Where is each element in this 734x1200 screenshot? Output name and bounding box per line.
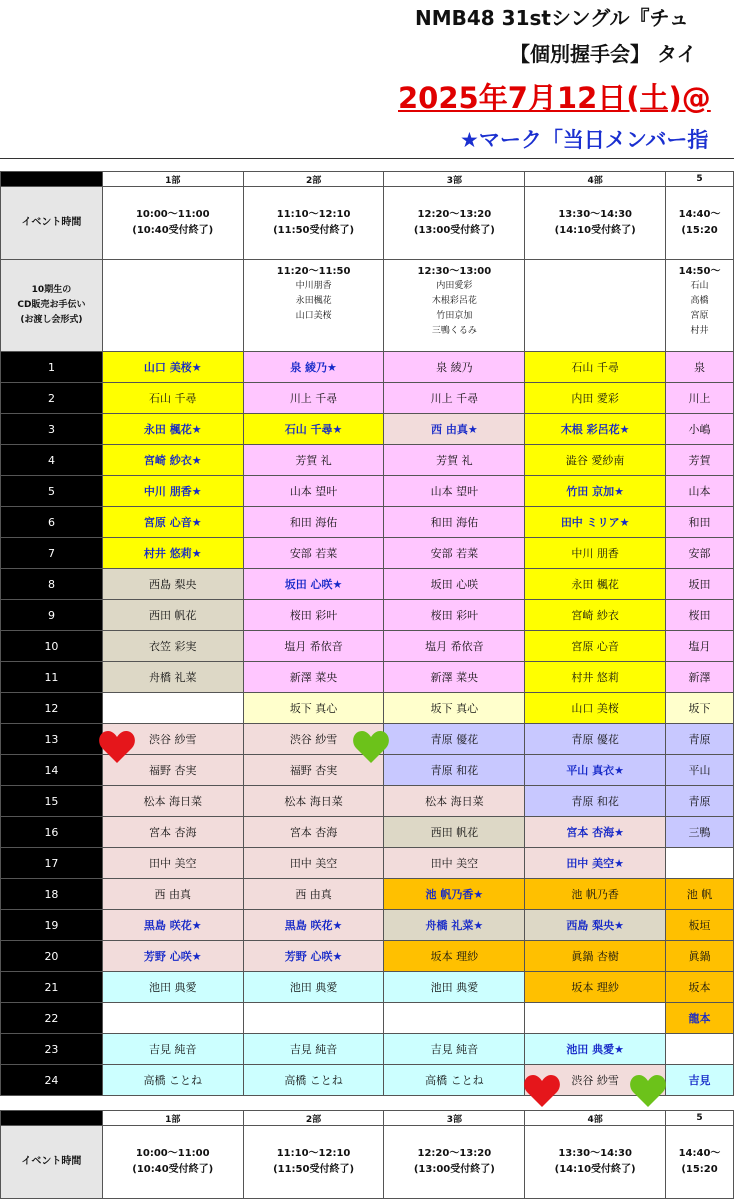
cd-help-member: 宮原 xyxy=(690,311,709,321)
lane-number: 12 xyxy=(1,693,103,724)
member-cell: 永田 楓花★ xyxy=(102,414,243,445)
member-cell: 宮本 杏海 xyxy=(243,817,384,848)
cd-help-member: 永田楓花 xyxy=(295,296,332,306)
event-deadline: (10:40受付終了) xyxy=(132,1164,214,1175)
page-title: NMB48 31stシングル『チュ xyxy=(415,6,689,30)
lane-row xyxy=(1,941,734,972)
member-cell: 川上 千尋 xyxy=(243,383,384,414)
member-cell: 松本 海日菜 xyxy=(384,786,525,817)
member-cell: 龍本 xyxy=(666,1003,734,1034)
cd-help-cell xyxy=(243,260,384,352)
cd-help-label-line: (お渡し会形式) xyxy=(20,315,83,325)
member-cell: 平山 xyxy=(666,755,734,786)
member-cell: 石山 千尋 xyxy=(102,383,243,414)
member-cell: 田中 美空 xyxy=(102,848,243,879)
event-time: 13:30～14:30 xyxy=(558,1148,632,1159)
member-cell: 田中 美空★ xyxy=(525,848,666,879)
cd-help-label-line: CD販売お手伝い xyxy=(17,300,86,310)
member-cell: 芳賀 礼 xyxy=(243,445,384,476)
lane-number: 14 xyxy=(1,755,103,786)
cd-help-time: 12:30～13:00 xyxy=(417,266,492,277)
event-time: 13:30～14:30 xyxy=(558,209,632,220)
member-cell: 永田 楓花 xyxy=(525,569,666,600)
event-deadline: (13:00受付終了) xyxy=(413,1164,495,1175)
lane-number: 20 xyxy=(1,941,103,972)
cd-help-cell xyxy=(102,260,243,352)
cd-help-label xyxy=(1,260,103,352)
member-cell xyxy=(102,693,243,724)
red-heart-icon xyxy=(522,1071,562,1111)
member-cell: 宮崎 紗衣★ xyxy=(102,445,243,476)
member-cell: 田中 美空 xyxy=(384,848,525,879)
member-cell: 安部 若菜 xyxy=(243,538,384,569)
lane-number: 13 xyxy=(1,724,103,755)
member-cell: 舟橋 礼菜 xyxy=(102,662,243,693)
member-cell: 泉 綾乃★ xyxy=(243,352,384,383)
member-cell: 坂田 心咲★ xyxy=(243,569,384,600)
member-cell: 板垣 xyxy=(666,910,734,941)
member-cell: 塩月 希依音 xyxy=(384,631,525,662)
member-cell: 田中 美空 xyxy=(243,848,384,879)
lane-row xyxy=(1,662,734,693)
member-cell: 松本 海日菜 xyxy=(102,786,243,817)
lane-number: 4 xyxy=(1,445,103,476)
lane-number: 7 xyxy=(1,538,103,569)
member-cell: 西田 帆花 xyxy=(384,817,525,848)
green-heart-icon xyxy=(351,727,391,767)
cd-help-member: 中川朋香 xyxy=(295,281,332,291)
lane-number: 22 xyxy=(1,1003,103,1034)
part-header: 5 xyxy=(666,172,734,187)
event-deadline: (10:40受付終了) xyxy=(132,225,214,236)
lane-number: 11 xyxy=(1,662,103,693)
part-header: 3部 xyxy=(384,1111,525,1126)
member-cell xyxy=(525,1003,666,1034)
member-cell: 新澤 xyxy=(666,662,734,693)
member-cell: 坂田 xyxy=(666,569,734,600)
member-cell: 青原 xyxy=(666,724,734,755)
member-cell: 小嶋 xyxy=(666,414,734,445)
schedule-footer-table xyxy=(0,1110,734,1199)
member-cell: 宮崎 紗衣 xyxy=(525,600,666,631)
lane-row xyxy=(1,1034,734,1065)
lane-number: 10 xyxy=(1,631,103,662)
member-cell: 安部 xyxy=(666,538,734,569)
member-cell: 石山 千尋 xyxy=(525,352,666,383)
lane-number: 2 xyxy=(1,383,103,414)
lane-row xyxy=(1,786,734,817)
member-cell: 池 帆乃香★ xyxy=(384,879,525,910)
member-cell: 眞鍋 杏樹 xyxy=(525,941,666,972)
lane-number: 5 xyxy=(1,476,103,507)
lane-row xyxy=(1,817,734,848)
member-cell: 宮本 杏海★ xyxy=(525,817,666,848)
member-cell: 渋谷 紗雪 xyxy=(525,1065,666,1096)
member-cell xyxy=(666,848,734,879)
member-cell: 黒島 咲花★ xyxy=(102,910,243,941)
member-cell: 泉 綾乃 xyxy=(384,352,525,383)
member-cell: 渋谷 紗雪 xyxy=(243,724,384,755)
member-cell: 平山 真衣★ xyxy=(525,755,666,786)
member-cell: 坂本 xyxy=(666,972,734,1003)
member-cell: 芳賀 礼 xyxy=(384,445,525,476)
part-header: 4部 xyxy=(525,172,666,187)
event-deadline: (15:20 xyxy=(681,1164,718,1175)
event-deadline: (15:20 xyxy=(681,225,718,236)
event-date: 2025年7月12日(土)@ xyxy=(398,81,711,115)
part-header: 1部 xyxy=(102,172,243,187)
member-cell: 山本 望叶 xyxy=(384,476,525,507)
lane-row xyxy=(1,352,734,383)
lane-number: 21 xyxy=(1,972,103,1003)
event-time: 11:10～12:10 xyxy=(276,1148,351,1159)
event-deadline: (14:10受付終了) xyxy=(554,1164,636,1175)
member-cell: 桜田 xyxy=(666,600,734,631)
event-deadline: (13:00受付終了) xyxy=(413,225,495,236)
member-cell: 吉見 純音 xyxy=(102,1034,243,1065)
member-cell: 池田 典愛★ xyxy=(525,1034,666,1065)
member-cell: 新澤 菜央 xyxy=(384,662,525,693)
event-time-cell xyxy=(102,187,243,260)
lane-number: 6 xyxy=(1,507,103,538)
member-cell: 坂本 理紗 xyxy=(525,972,666,1003)
lane-row xyxy=(1,1003,734,1034)
event-time: 14:40～ xyxy=(678,209,721,220)
cd-help-member: 村井 xyxy=(690,326,709,336)
member-cell: 松本 海日菜 xyxy=(243,786,384,817)
member-cell: 山本 xyxy=(666,476,734,507)
member-cell: 池 帆 xyxy=(666,879,734,910)
member-cell: 宮本 杏海 xyxy=(102,817,243,848)
lane-number: 3 xyxy=(1,414,103,445)
member-cell: 眞鍋 xyxy=(666,941,734,972)
member-cell: 村井 悠莉★ xyxy=(102,538,243,569)
event-time-label: イベント時間 xyxy=(1,187,103,260)
lane-row xyxy=(1,848,734,879)
lane-row xyxy=(1,383,734,414)
member-cell: 三鴨 xyxy=(666,817,734,848)
member-cell: 竹田 京加★ xyxy=(525,476,666,507)
part-header-row xyxy=(1,172,734,187)
event-time-row xyxy=(1,187,734,260)
lane-number: 17 xyxy=(1,848,103,879)
member-cell: 福野 杏実 xyxy=(243,755,384,786)
cd-help-member: 木根彩呂花 xyxy=(431,296,477,306)
member-cell: 西島 梨央 xyxy=(102,569,243,600)
member-cell: 芳野 心咲★ xyxy=(243,941,384,972)
member-cell: 青原 和花 xyxy=(384,755,525,786)
part-header-row xyxy=(1,1111,734,1126)
lane-number: 19 xyxy=(1,910,103,941)
member-cell: 西田 帆花 xyxy=(102,600,243,631)
member-cell: 安部 若菜 xyxy=(384,538,525,569)
cd-help-cell xyxy=(666,260,734,352)
lane-row xyxy=(1,879,734,910)
member-cell: 坂下 真心 xyxy=(243,693,384,724)
cd-help-cell xyxy=(384,260,525,352)
event-deadline: (14:10受付終了) xyxy=(554,225,636,236)
member-cell: 坂本 理紗 xyxy=(384,941,525,972)
event-time-cell xyxy=(243,1126,384,1199)
member-cell: 桜田 彩叶 xyxy=(384,600,525,631)
member-cell: 西 由真 xyxy=(243,879,384,910)
member-cell: 衣笠 彩実 xyxy=(102,631,243,662)
part-header: 4部 xyxy=(525,1111,666,1126)
member-cell: 西 由真★ xyxy=(384,414,525,445)
lane-number: 1 xyxy=(1,352,103,383)
member-cell: 池田 典愛 xyxy=(102,972,243,1003)
member-cell: 吉見 純音 xyxy=(384,1034,525,1065)
lane-number: 16 xyxy=(1,817,103,848)
cd-help-member: 内田愛彩 xyxy=(436,281,473,291)
event-time-cell xyxy=(102,1126,243,1199)
member-cell: 川上 xyxy=(666,383,734,414)
event-time: 10:00～11:00 xyxy=(135,209,210,220)
lane-row xyxy=(1,600,734,631)
member-cell: 泉 xyxy=(666,352,734,383)
member-cell: 山口 美桜 xyxy=(525,693,666,724)
cd-help-label-line: 10期生の xyxy=(31,285,72,295)
member-cell: 宮原 心音 xyxy=(525,631,666,662)
member-cell: 内田 愛彩 xyxy=(525,383,666,414)
member-cell xyxy=(666,1034,734,1065)
corner-cell xyxy=(1,172,103,187)
event-time-cell xyxy=(525,1126,666,1199)
lane-row xyxy=(1,1065,734,1096)
member-cell: 和田 海佑 xyxy=(243,507,384,538)
event-time-cell xyxy=(243,187,384,260)
cd-help-row xyxy=(1,260,734,352)
member-cell: 塩月 希依音 xyxy=(243,631,384,662)
member-cell: 宮原 心音★ xyxy=(102,507,243,538)
member-cell: 芳賀 xyxy=(666,445,734,476)
member-cell: 青原 和花 xyxy=(525,786,666,817)
cd-help-member: 高橋 xyxy=(690,296,709,306)
green-heart-icon xyxy=(628,1071,668,1111)
lane-row xyxy=(1,507,734,538)
part-header: 5 xyxy=(666,1111,734,1126)
member-cell: 川上 千尋 xyxy=(384,383,525,414)
member-cell: 木根 彩呂花★ xyxy=(525,414,666,445)
member-cell: 高橋 ことね xyxy=(384,1065,525,1096)
member-cell: 池 帆乃香 xyxy=(525,879,666,910)
member-cell: 福野 杏実 xyxy=(102,755,243,786)
member-cell: 西島 梨央★ xyxy=(525,910,666,941)
lane-number: 18 xyxy=(1,879,103,910)
cd-help-member: 竹田京加 xyxy=(436,311,473,321)
part-header: 2部 xyxy=(243,1111,384,1126)
part-header: 3部 xyxy=(384,172,525,187)
member-cell: 青原 優花 xyxy=(384,724,525,755)
event-time-row xyxy=(1,1126,734,1199)
lane-row xyxy=(1,631,734,662)
event-time-label: イベント時間 xyxy=(1,1126,103,1199)
lane-row xyxy=(1,972,734,1003)
member-cell: 坂下 真心 xyxy=(384,693,525,724)
member-cell: 塩月 xyxy=(666,631,734,662)
lane-number: 24 xyxy=(1,1065,103,1096)
event-time: 12:20～13:20 xyxy=(417,1148,492,1159)
lane-number: 15 xyxy=(1,786,103,817)
member-cell: 新澤 菜央 xyxy=(243,662,384,693)
cd-help-time: 11:20～11:50 xyxy=(276,266,351,277)
member-cell: 吉見 純音 xyxy=(243,1034,384,1065)
member-cell xyxy=(102,1003,243,1034)
member-cell: 高橋 ことね xyxy=(102,1065,243,1096)
part-header: 2部 xyxy=(243,172,384,187)
member-cell: 西 由真 xyxy=(102,879,243,910)
lane-row xyxy=(1,445,734,476)
lane-row xyxy=(1,414,734,445)
member-cell: 黒島 咲花★ xyxy=(243,910,384,941)
member-cell: 和田 海佑 xyxy=(384,507,525,538)
lane-row xyxy=(1,476,734,507)
lane-number: 9 xyxy=(1,600,103,631)
event-time-cell xyxy=(384,187,525,260)
member-cell: 青原 優花 xyxy=(525,724,666,755)
lane-row xyxy=(1,538,734,569)
cd-help-member: 三鴨くるみ xyxy=(431,326,477,336)
page-subtitle: 【個別握手会】 タイ xyxy=(510,42,697,66)
member-cell: 池田 典愛 xyxy=(384,972,525,1003)
member-cell: 芳野 心咲★ xyxy=(102,941,243,972)
member-cell: 坂下 xyxy=(666,693,734,724)
divider xyxy=(0,158,734,159)
member-cell: 和田 xyxy=(666,507,734,538)
member-cell: 田中 ミリア★ xyxy=(525,507,666,538)
member-cell: 中川 朋香 xyxy=(525,538,666,569)
lane-row xyxy=(1,569,734,600)
cd-help-time: 14:50～ xyxy=(678,266,721,277)
event-time: 10:00～11:00 xyxy=(135,1148,210,1159)
lane-number: 8 xyxy=(1,569,103,600)
cd-help-member: 石山 xyxy=(690,281,709,291)
member-cell xyxy=(384,1003,525,1034)
event-time-cell xyxy=(384,1126,525,1199)
event-time: 12:20～13:20 xyxy=(417,209,492,220)
star-note: ★マーク「当日メンバー指 xyxy=(460,128,709,152)
lane-row xyxy=(1,910,734,941)
event-deadline: (11:50受付終了) xyxy=(273,1164,355,1175)
lane-number: 23 xyxy=(1,1034,103,1065)
member-cell: 吉見 xyxy=(666,1065,734,1096)
member-cell: 池田 典愛 xyxy=(243,972,384,1003)
member-cell: 坂田 心咲 xyxy=(384,569,525,600)
event-time: 11:10～12:10 xyxy=(276,209,351,220)
event-time: 14:40～ xyxy=(678,1148,721,1159)
schedule-table xyxy=(0,171,734,1096)
member-cell: 山本 望叶 xyxy=(243,476,384,507)
cd-help-cell xyxy=(525,260,666,352)
part-header: 1部 xyxy=(102,1111,243,1126)
lane-row xyxy=(1,693,734,724)
member-cell: 渋谷 紗雪 xyxy=(102,724,243,755)
event-time-cell xyxy=(666,1126,734,1199)
member-cell: 高橋 ことね xyxy=(243,1065,384,1096)
member-cell: 山口 美桜★ xyxy=(102,352,243,383)
member-cell: 村井 悠莉 xyxy=(525,662,666,693)
corner-cell xyxy=(1,1111,103,1126)
member-cell: 舟橋 礼菜★ xyxy=(384,910,525,941)
event-time-cell xyxy=(666,187,734,260)
event-time-cell xyxy=(525,187,666,260)
member-cell: 青原 xyxy=(666,786,734,817)
red-heart-icon xyxy=(97,727,137,767)
event-deadline: (11:50受付終了) xyxy=(273,225,355,236)
member-cell: 中川 朋香★ xyxy=(102,476,243,507)
cd-help-member: 山口美桜 xyxy=(295,311,332,321)
member-cell xyxy=(243,1003,384,1034)
member-cell: 桜田 彩叶 xyxy=(243,600,384,631)
member-cell: 石山 千尋★ xyxy=(243,414,384,445)
member-cell: 澁谷 愛紗南 xyxy=(525,445,666,476)
